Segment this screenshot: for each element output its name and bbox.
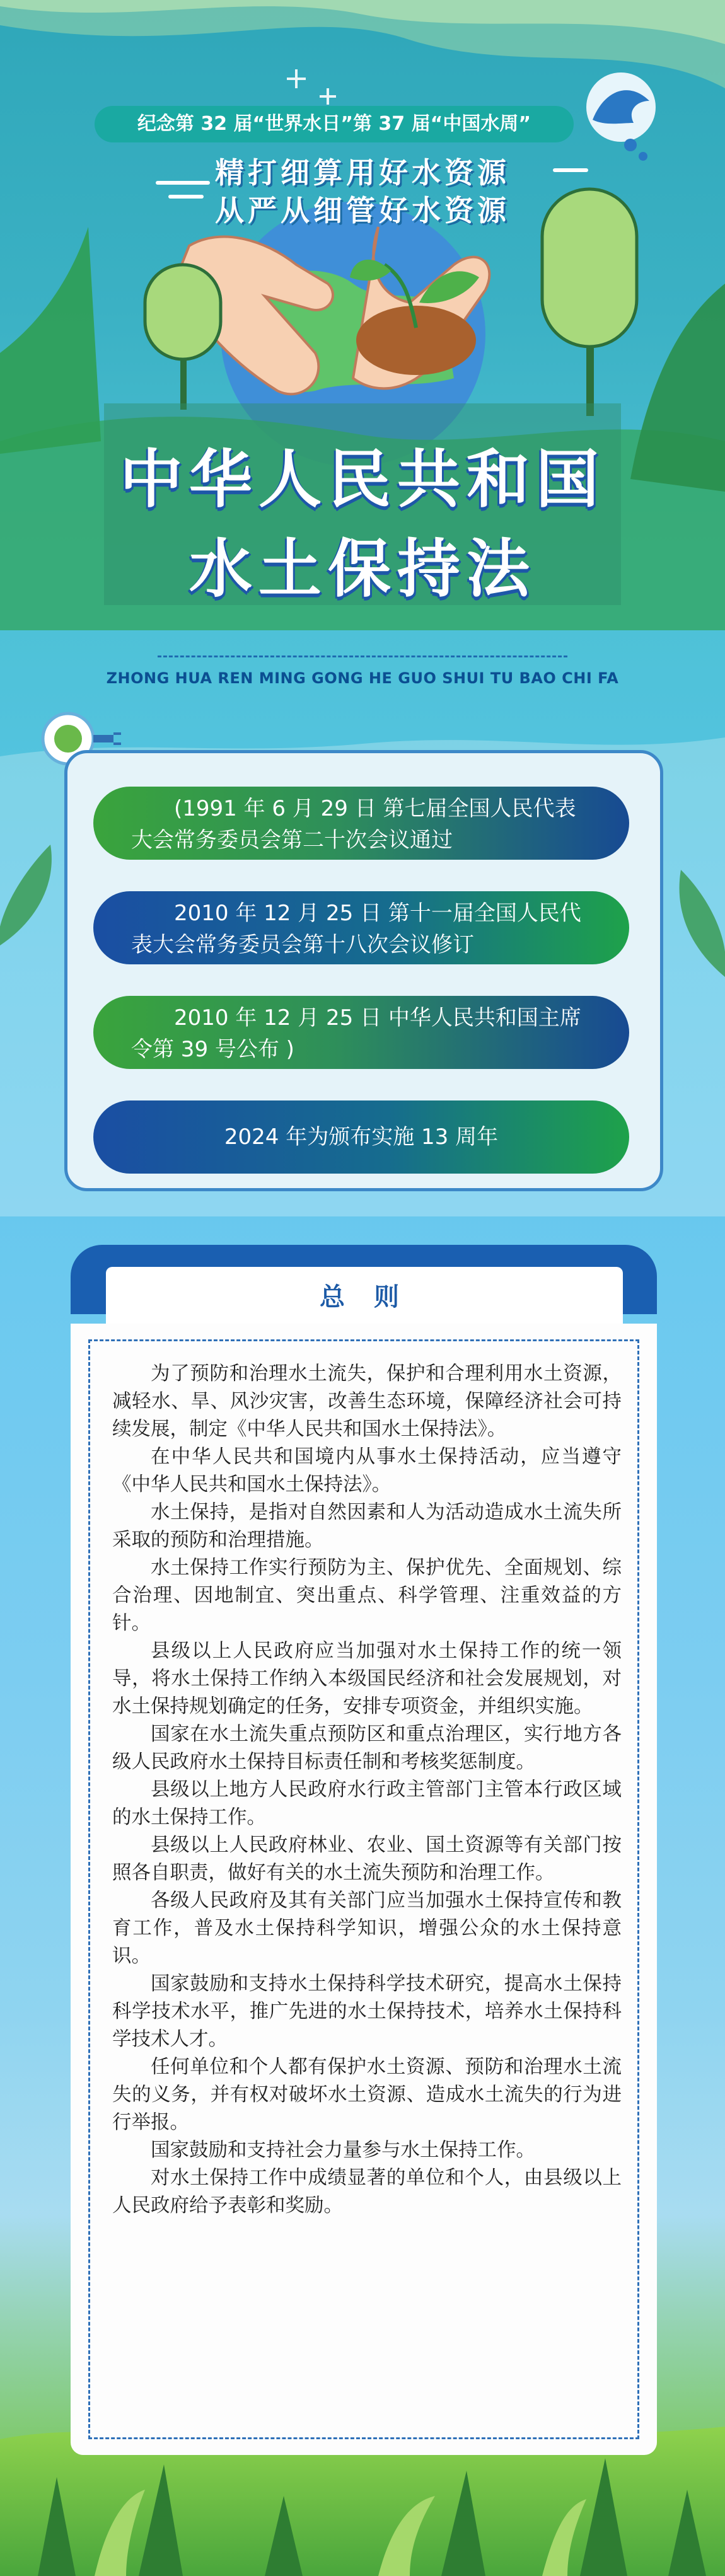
section-body [112, 1360, 622, 2220]
title-pinyin: ZHONG HUA REN MING GONG HE GUO SHUI TU BAO CHI FA [106, 669, 619, 687]
paragraph: 水土保持工作实行预防为主、保护优先、全面规划、综合治理、因地制宜、突出重点、科学管理、注重效益的方针。 [112, 1557, 622, 1634]
paragraph: 国家在水土流失重点预防区和重点治理区，实行地方各级人民政府水土保持目标责任制和考核奖惩制度。 [112, 1723, 622, 1773]
slogan-line-2: 从严从细管好水资源 [215, 193, 510, 228]
tree-icon [145, 265, 221, 410]
history-item: 2010 年 12 月 25 日 第十一届全国人民代表大会常务委员会第十八次会议修订 [93, 891, 629, 964]
history-item: 2010 年 12 月 25 日 中华人民共和国主席令第 39 号公布 ) [93, 996, 629, 1069]
history-item: 2024 年为颁布实施 13 周年 [93, 1100, 629, 1174]
history-item: (1991 年 6 月 29 日 第七届全国人民代表大会常务委员会第二十次会议通过 [93, 787, 629, 860]
paragraph: 县级以上人民政府应当加强对水土保持工作的统一领导，将水土保持工作纳入本级国民经济和社会发展规划，对水土保持规划确定的任务，安排专项资金，并组织实施。 [112, 1640, 622, 1718]
paragraph: 县级以上地方人民政府水行政主管部门主管本行政区域的水土保持工作。 [112, 1779, 622, 1828]
sparkle-icon [287, 69, 336, 105]
paragraph: 各级人民政府及其有关部门应当加强水土保持宣传和教育工作，普及水土保持科学知识，增强公众的水土保持意识。 [112, 1890, 622, 1967]
divider [158, 656, 567, 657]
paragraph: 国家鼓励和支持社会力量参与水土保持工作。 [151, 2139, 535, 2161]
slogan-line-1: 精打细算用好水资源 [215, 156, 510, 190]
wave-icon [586, 72, 656, 161]
paragraph: 为了预防和治理水土流失，保护和合理利用水土资源，减轻水、旱、风沙灾害，改善生态环境，保障经济社会可持续发展，制定《中华人民共和国水土保持法》。 [112, 1363, 622, 1440]
commemoration-banner: 纪念第 32 届“世界水日”第 37 届“中国水周” [95, 106, 574, 142]
title-line-2: 水土保持法 [189, 532, 536, 606]
title-line-1: 中华人民共和国 [120, 442, 605, 516]
paragraph: 县级以上人民政府林业、农业、国土资源等有关部门按照各自职责，做好有关的水土流失预防和治理工作。 [112, 1834, 622, 1884]
paragraph: 对水土保持工作中成绩显著的单位和个人，由县级以上人民政府给予表彰和奖励。 [112, 2167, 622, 2217]
paragraph: 水土保持，是指对自然因素和人为活动造成水土流失所采取的预防和治理措施。 [112, 1501, 622, 1551]
paragraph: 任何单位和个人都有保护水土资源、预防和治理水土流失的义务，并有权对破坏水土资源、造成水土流失的行为进行举报。 [112, 2056, 622, 2134]
paragraph: 国家鼓励和支持水土保持科学技术研究，提高水土保持科学技术水平，推广先进的水土保持技术，培养水土保持科学技术人才。 [112, 1973, 622, 2050]
paragraph: 在中华人民共和国境内从事水土保持活动，应当遵守《中华人民共和国水土保持法》。 [112, 1446, 622, 1496]
section-heading: 总 则 [106, 1267, 623, 1327]
